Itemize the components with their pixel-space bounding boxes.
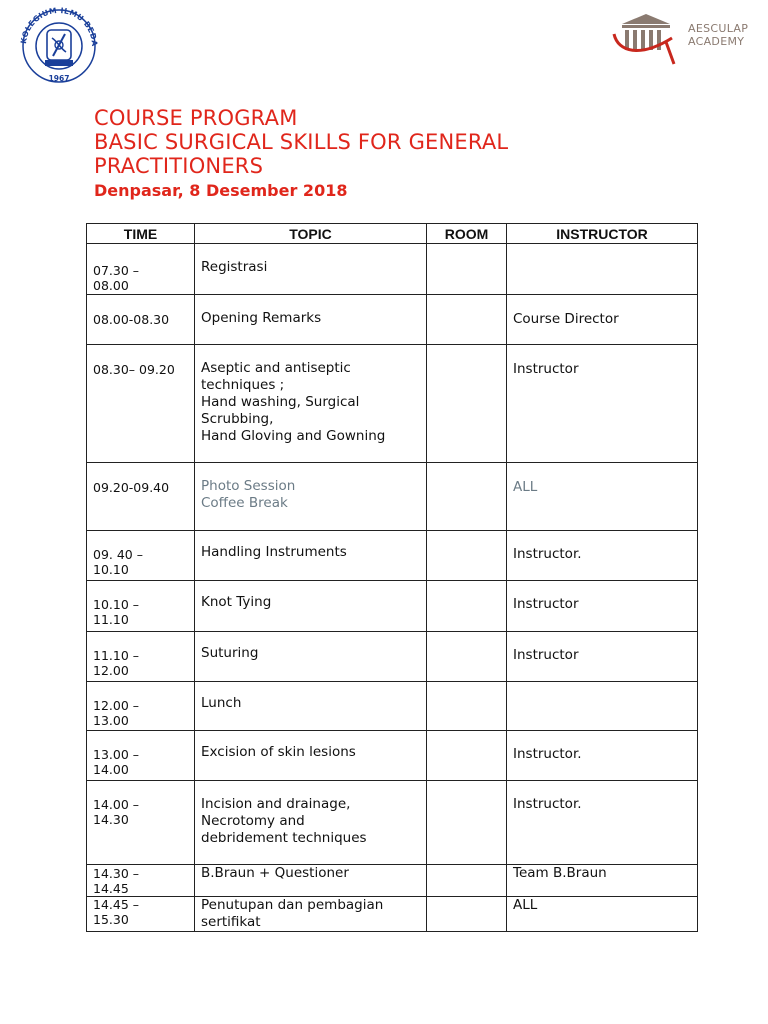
kolegium-seal-logo xyxy=(14,4,104,84)
temple-columns-icon xyxy=(612,12,688,68)
aesculap-academy-wordmark xyxy=(688,22,748,48)
time-cell: 09. 40 – 10.10 xyxy=(93,547,143,577)
seal-ring-text: KOLEGIUM ILMU BEDA xyxy=(19,5,100,47)
time-cell: 14.00 – 14.30 xyxy=(93,797,140,827)
instructor-cell: Instructor. xyxy=(513,746,582,762)
table-row xyxy=(87,682,698,731)
col-header-topic: TOPIC xyxy=(195,224,427,244)
col-header-instructor: INSTRUCTOR xyxy=(507,224,698,244)
instructor-cell: Instructor. xyxy=(513,796,582,812)
course-title-line-2: BASIC SURGICAL SKILLS FOR GENERAL xyxy=(94,130,509,154)
time-cell: 12.00 – 13.00 xyxy=(93,698,140,728)
schedule-header-row xyxy=(87,224,698,244)
wordmark-line-2: ACADEMY xyxy=(688,35,745,48)
seal-emblem-icon xyxy=(14,4,104,84)
table-row xyxy=(87,244,698,295)
table-row xyxy=(87,865,698,897)
time-cell: 08.00-08.30 xyxy=(93,312,170,327)
topic-cell: Incision and drainage, Necrotomy and debridement techniques xyxy=(201,796,367,846)
time-cell: 14.45 – 15.30 xyxy=(93,897,140,927)
col-header-room: ROOM xyxy=(427,224,507,244)
topic-cell: Excision of skin lesions xyxy=(201,744,356,760)
course-title-line-1: COURSE PROGRAM xyxy=(94,106,298,130)
time-cell: 13.00 – 14.00 xyxy=(93,747,140,777)
course-location-date: Denpasar, 8 Desember 2018 xyxy=(94,181,348,200)
table-row xyxy=(87,897,698,932)
schedule-table xyxy=(86,223,698,932)
topic-cell: Penutupan dan pembagian sertifikat xyxy=(201,897,384,930)
table-row xyxy=(87,781,698,865)
instructor-cell: ALL xyxy=(513,479,538,495)
topic-cell: Photo Session Coffee Break xyxy=(201,478,296,511)
table-row xyxy=(87,581,698,632)
topic-cell: Lunch xyxy=(201,695,242,711)
table-row xyxy=(87,295,698,345)
col-header-time: TIME xyxy=(87,224,195,244)
seal-year: 1967 xyxy=(48,74,70,83)
table-row xyxy=(87,632,698,682)
table-row xyxy=(87,531,698,581)
instructor-cell: Course Director xyxy=(513,311,619,327)
table-row xyxy=(87,731,698,781)
topic-cell: Opening Remarks xyxy=(201,310,322,326)
topic-cell: Suturing xyxy=(201,645,259,661)
table-row xyxy=(87,345,698,463)
svg-text:KOLEGIUM ILMU BEDAH INDONESIA xyxy=(14,4,99,47)
time-cell: 07.30 – 08.00 xyxy=(93,263,140,293)
topic-cell: Handling Instruments xyxy=(201,544,347,560)
instructor-cell: ALL xyxy=(513,897,538,913)
topic-cell: B.Braun + Questioner xyxy=(201,865,349,881)
table-row xyxy=(87,463,698,531)
aesculap-academy-logo xyxy=(612,12,752,68)
time-cell: 10.10 – 11.10 xyxy=(93,597,140,627)
instructor-cell: Instructor xyxy=(513,361,579,377)
instructor-cell: Team B.Braun xyxy=(513,865,607,881)
instructor-cell: Instructor xyxy=(513,647,579,663)
time-cell: 08.30– 09.20 xyxy=(93,362,175,377)
topic-cell: Knot Tying xyxy=(201,594,272,610)
time-cell: 11.10 – 12.00 xyxy=(93,648,140,678)
topic-cell: Aseptic and antiseptic techniques ; Hand washing, Surgical Scrubbing, Hand Gloving and Gowning xyxy=(201,360,386,444)
instructor-cell: Instructor xyxy=(513,596,579,612)
instructor-cell: Instructor. xyxy=(513,546,582,562)
course-title-block xyxy=(94,106,714,202)
time-cell: 09.20-09.40 xyxy=(93,480,170,495)
course-title-line-3: PRACTITIONERS xyxy=(94,154,264,178)
wordmark-line-1: AESCULAP xyxy=(688,22,749,35)
time-cell: 14.30 – 14.45 xyxy=(93,866,140,896)
topic-cell: Registrasi xyxy=(201,259,268,275)
